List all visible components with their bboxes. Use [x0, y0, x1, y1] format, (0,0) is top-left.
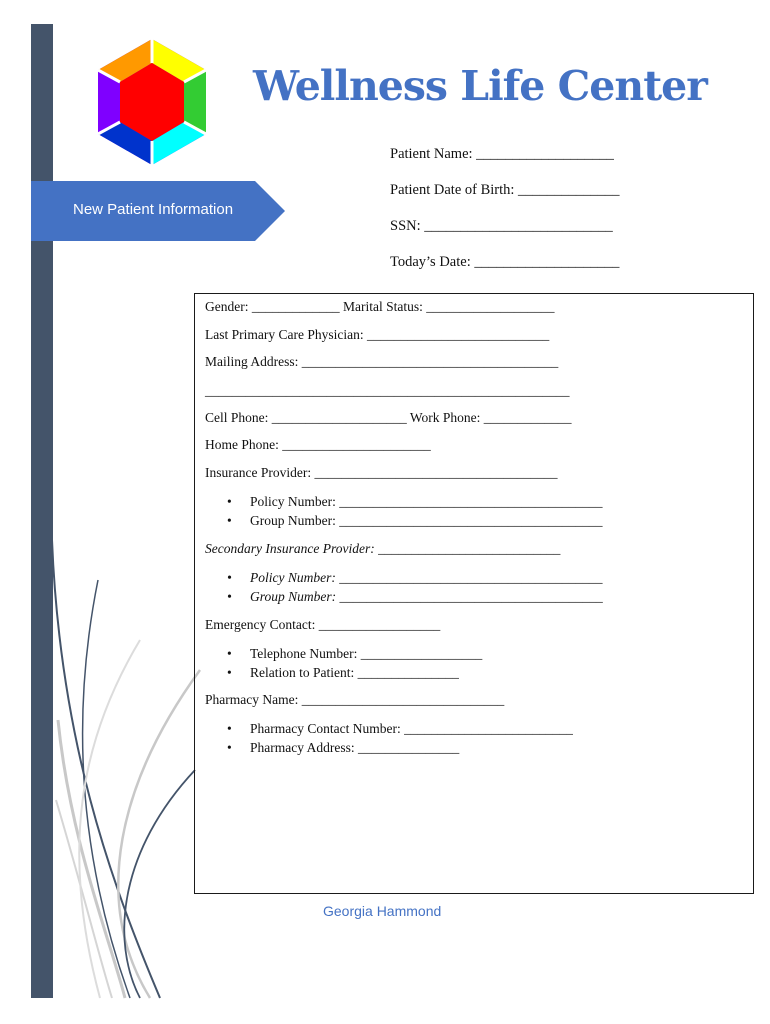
patient-dob-field[interactable]: Patient Date of Birth: ______________ [390, 182, 620, 198]
pharmacy-address-item[interactable] [227, 740, 459, 756]
pharmacy-contact-item[interactable] [227, 721, 573, 737]
mailing-address-field[interactable]: Mailing Address: ______________________________________ [205, 354, 559, 369]
gender-marital-field[interactable]: Gender: _____________ Marital Status: ___________________ [205, 299, 555, 314]
policy-number-field[interactable]: Policy Number: _______________________________________ [250, 494, 603, 509]
patient-name-field[interactable]: Patient Name: ___________________ [390, 146, 614, 162]
insurance-provider-field[interactable]: Insurance Provider: ____________________________________ [205, 465, 558, 480]
page-title: Wellness Life Center [253, 62, 707, 110]
policy-number-item[interactable] [227, 494, 603, 510]
secondary-policy-item[interactable] [227, 570, 602, 586]
phone-fields[interactable]: Cell Phone: ____________________ Work Phone: _____________ [205, 410, 572, 425]
author-name: Georgia Hammond [323, 903, 442, 919]
ssn-field[interactable]: SSN: __________________________ [390, 218, 613, 234]
patient-header-fields [390, 146, 750, 290]
mailing-address-line2[interactable]: ______________________________________________________ [205, 383, 570, 398]
relation-item[interactable] [227, 665, 459, 681]
secondary-group-item[interactable] [227, 589, 603, 605]
bullet-icon: • [227, 494, 232, 509]
telephone-number-item[interactable] [227, 646, 482, 662]
secondary-policy-field[interactable]: Policy Number: _______________________________________ [250, 570, 603, 585]
bullet-icon: • [227, 721, 232, 736]
secondary-group-field[interactable]: Group Number: _______________________________________ [250, 589, 603, 604]
patient-form-box [194, 293, 754, 894]
section-banner [31, 181, 285, 241]
pharmacy-name-field[interactable]: Pharmacy Name: ______________________________ [205, 692, 505, 707]
emergency-contact-field[interactable]: Emergency Contact: __________________ [205, 617, 441, 632]
bullet-icon: • [227, 513, 232, 528]
bullet-icon: • [227, 740, 232, 755]
bullet-icon: • [227, 646, 232, 661]
hexagon-logo [96, 37, 208, 167]
bullet-icon: • [227, 570, 232, 585]
relation-field[interactable]: Relation to Patient: _______________ [250, 665, 459, 680]
pharmacy-contact-field[interactable]: Pharmacy Contact Number: _________________________ [250, 721, 573, 736]
group-number-field[interactable]: Group Number: _______________________________________ [250, 513, 603, 528]
telephone-number-field[interactable]: Telephone Number: __________________ [250, 646, 483, 661]
banner-label: New Patient Information [73, 201, 234, 218]
todays-date-field[interactable]: Today’s Date: ____________________ [390, 254, 620, 270]
secondary-insurance-field[interactable]: Secondary Insurance Provider: ___________________________ [205, 541, 561, 556]
home-phone-field[interactable]: Home Phone: ______________________ [205, 437, 431, 452]
bullet-icon: • [227, 589, 232, 604]
group-number-item[interactable] [227, 513, 602, 529]
last-physician-field[interactable]: Last Primary Care Physician: ___________________________ [205, 327, 550, 342]
pharmacy-address-field[interactable]: Pharmacy Address: _______________ [250, 740, 460, 755]
bullet-icon: • [227, 665, 232, 680]
